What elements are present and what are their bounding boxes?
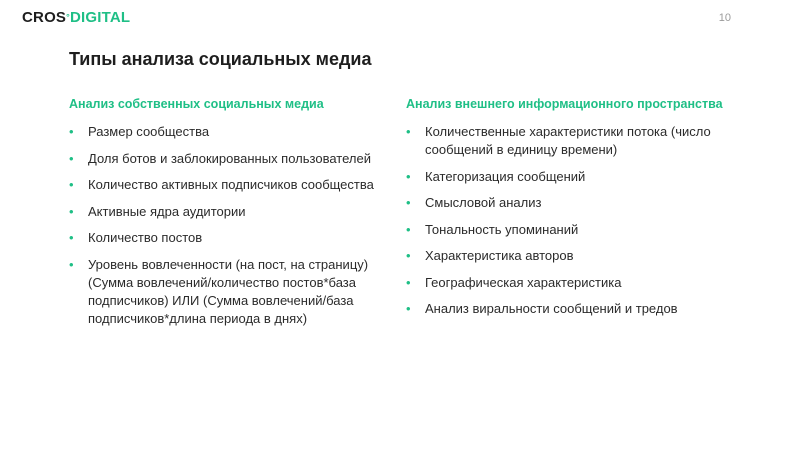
list-item bbox=[69, 176, 379, 194]
list-item-text: Анализ виральности сообщений и тредов bbox=[425, 301, 678, 316]
list-item bbox=[406, 168, 736, 186]
list-item-text: Активные ядра аудитории bbox=[88, 203, 246, 219]
list-item bbox=[406, 274, 736, 292]
list-item-text: Характеристика авторов bbox=[425, 248, 574, 263]
bullet-icon: • bbox=[406, 168, 411, 184]
bullet-icon: • bbox=[406, 124, 411, 139]
list-item-text: Количество постов bbox=[88, 230, 203, 245]
right-column bbox=[406, 96, 736, 327]
list-item bbox=[69, 229, 379, 247]
list-item bbox=[406, 123, 736, 159]
bullet-icon: • bbox=[406, 195, 411, 210]
list-item bbox=[406, 247, 736, 265]
bullet-icon: • bbox=[69, 230, 74, 245]
bullet-icon: • bbox=[69, 150, 74, 166]
bullet-icon: • bbox=[69, 177, 74, 192]
list-item-text: Доля ботов и заблокированных пользователей bbox=[88, 150, 371, 166]
list-item-text: Количество активных подписчиков сообщества bbox=[88, 177, 374, 192]
list-item-text: Категоризация сообщений bbox=[425, 168, 586, 184]
list-item-text: Смысловой анализ bbox=[425, 195, 542, 210]
bullet-icon: • bbox=[406, 248, 411, 263]
list-item bbox=[406, 194, 736, 212]
list-item bbox=[69, 203, 379, 221]
bullet-icon: • bbox=[69, 256, 74, 272]
right-column-heading: Анализ внешнего информационного пространства bbox=[406, 97, 723, 111]
list-item-text: Количественные характеристики потока (число сообщений в единицу времени) bbox=[425, 124, 711, 157]
page-number: 10 bbox=[718, 12, 731, 24]
slide-title: Типы анализа социальных медиа bbox=[69, 49, 372, 69]
list-item-text: Размер сообщества bbox=[88, 124, 210, 139]
list-item-text: Уровень вовлеченности (на пост, на страницу) (Сумма вовлечений/количество постов*база подписчиков) ИЛИ (Сумма вовлечений/база подписчиков*длина периода в днях) bbox=[88, 256, 369, 326]
bullet-icon: • bbox=[406, 274, 411, 290]
bullet-icon: • bbox=[406, 301, 411, 316]
logo-digital-text: DIGITAL bbox=[69, 9, 131, 26]
list-item bbox=[406, 221, 736, 239]
bullet-icon: • bbox=[69, 203, 74, 219]
list-item bbox=[69, 123, 379, 141]
logo-degree-mark: ° bbox=[66, 12, 70, 22]
left-column bbox=[69, 96, 379, 336]
left-column-list bbox=[69, 123, 379, 328]
list-item bbox=[69, 256, 379, 328]
bullet-icon: • bbox=[69, 124, 74, 139]
list-item bbox=[406, 300, 736, 318]
list-item bbox=[69, 150, 379, 168]
logo-cros-text: CROS bbox=[22, 9, 67, 26]
left-column-heading: Анализ собственных социальных медиа bbox=[69, 97, 324, 111]
list-item-text: Тональность упоминаний bbox=[425, 221, 579, 237]
list-item-text: Географическая характеристика bbox=[425, 274, 622, 290]
right-column-list bbox=[406, 123, 736, 318]
bullet-icon: • bbox=[406, 221, 411, 237]
brand-logo bbox=[22, 9, 130, 27]
